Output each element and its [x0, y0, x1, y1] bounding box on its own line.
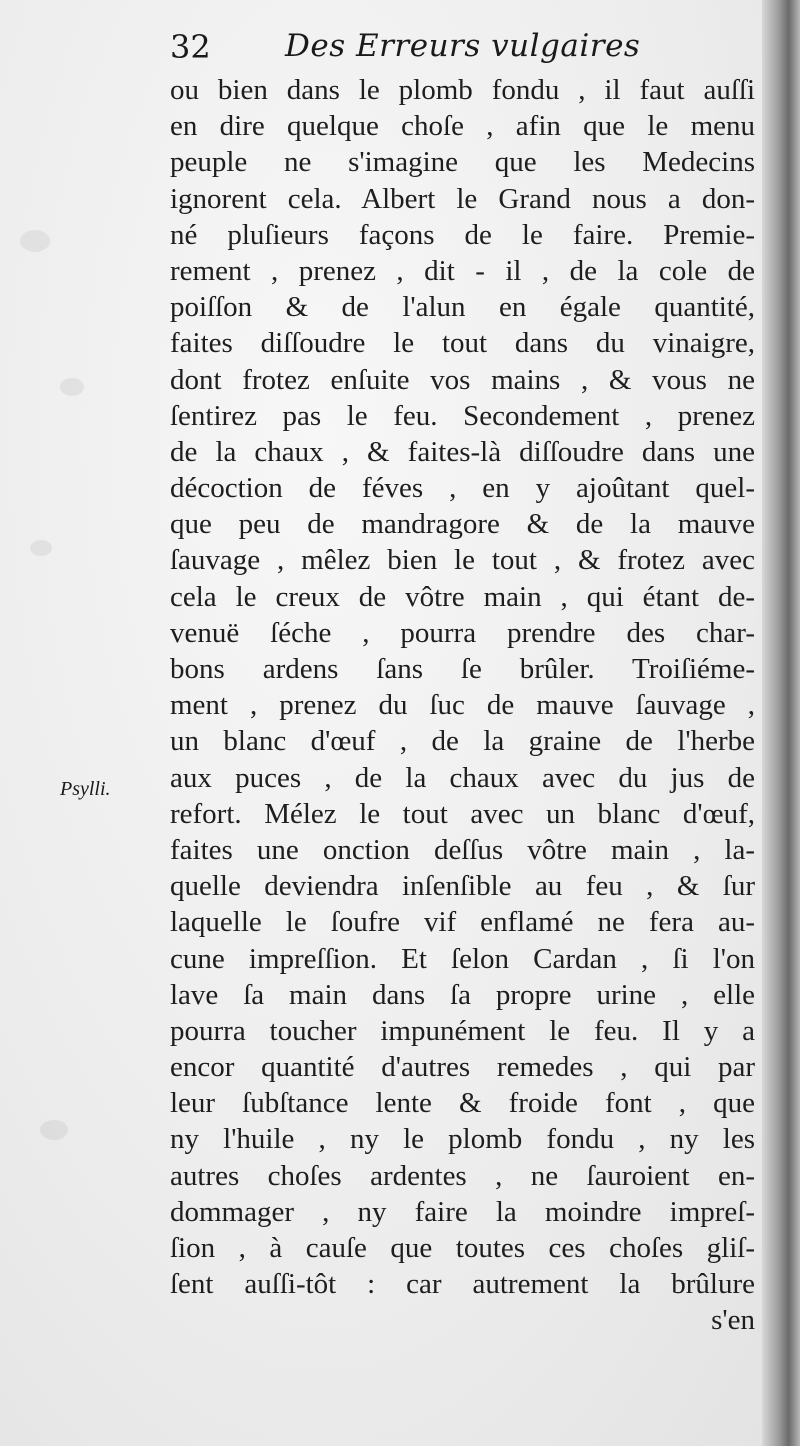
margin-note: Psylli. — [60, 778, 111, 800]
text-line: ſentirez pas le feu. Secondement , prenez — [170, 399, 755, 432]
text-line: leur ſubſtance lente & froide font , que — [170, 1087, 755, 1120]
text-line: ſion , à cauſe que toutes ces choſes gliſ- — [170, 1232, 755, 1264]
text-line: dommager , ny faire la moindre impreſ- — [170, 1195, 755, 1228]
text-line: ou bien dans le plomb fondu , il faut auſſi — [170, 74, 755, 106]
text-line: autres choſes ardentes , ne ſauroient en- — [170, 1159, 755, 1192]
text-line: bons ardens ſans ſe brûler. Troiſiéme- — [170, 653, 755, 685]
text-line: que peu de mandragore & de la mauve — [170, 508, 755, 541]
text-line: de la chaux , & faites-là diſſoudre dans une — [170, 435, 755, 468]
scan-page-edge — [762, 0, 800, 1446]
text-line: faites diſſoudre le tout dans du vinaigre, — [170, 327, 755, 360]
text-line: cune impreſſion. Et ſelon Cardan , ſi l'on — [170, 942, 755, 975]
page-number: 32 — [170, 28, 211, 66]
text-line: lave ſa main dans ſa propre urine , elle — [170, 978, 755, 1011]
text-line: refort. Mélez le tout avec un blanc d'œuf, — [170, 797, 755, 830]
text-line: ment , prenez du ſuc de mauve ſauvage , — [170, 689, 755, 722]
text-line: né pluſieurs façons de le faire. Premie- — [170, 218, 755, 251]
text-line: cela le creux de vôtre main , qui étant de- — [170, 580, 755, 613]
text-line: aux puces , de la chaux avec du jus de — [170, 761, 755, 794]
catchword: s'en — [711, 1304, 755, 1337]
text-line: ſent auſſi-tôt : car autrement la brûlure — [170, 1268, 755, 1301]
text-line: pourra toucher impunément le feu. Il y a — [170, 1014, 755, 1047]
paper-smudge — [20, 230, 50, 252]
text-line: laquelle le ſoufre vif enflamé ne fera au- — [170, 906, 755, 939]
text-line: peuple ne s'imagine que les Medecins — [170, 146, 755, 179]
body-text — [170, 72, 755, 1339]
paper-smudge — [30, 540, 52, 556]
text-line: ignorent cela. Albert le Grand nous a don- — [170, 182, 755, 215]
page-header — [170, 24, 770, 74]
running-title: Des Erreurs vulgaires — [285, 28, 641, 64]
paper-smudge — [40, 1120, 68, 1140]
text-line: encor quantité d'autres remedes , qui par — [170, 1051, 755, 1084]
text-line: ny l'huile , ny le plomb fondu , ny les — [170, 1123, 755, 1156]
text-line: un blanc d'œuf , de la graine de l'herbe — [170, 725, 755, 758]
text-line: décoction de féves , en y ajoûtant quel- — [170, 472, 755, 505]
text-line: ſauvage , mêlez bien le tout , & frotez avec — [170, 544, 755, 577]
text-line: quelle deviendra inſenſible au feu , & ſur — [170, 870, 755, 903]
paper-smudge — [60, 378, 84, 396]
text-line: venuë ſéche , pourra prendre des char- — [170, 616, 755, 649]
text-line: poiſſon & de l'alun en égale quantité, — [170, 291, 755, 324]
text-line: en dire quelque choſe , afin que le menu — [170, 110, 755, 143]
text-line: rement , prenez , dit - il , de la cole de — [170, 254, 755, 287]
text-line: faites une onction deſſus vôtre main , la- — [170, 833, 755, 866]
text-line: dont frotez enſuite vos mains , & vous ne — [170, 363, 755, 396]
